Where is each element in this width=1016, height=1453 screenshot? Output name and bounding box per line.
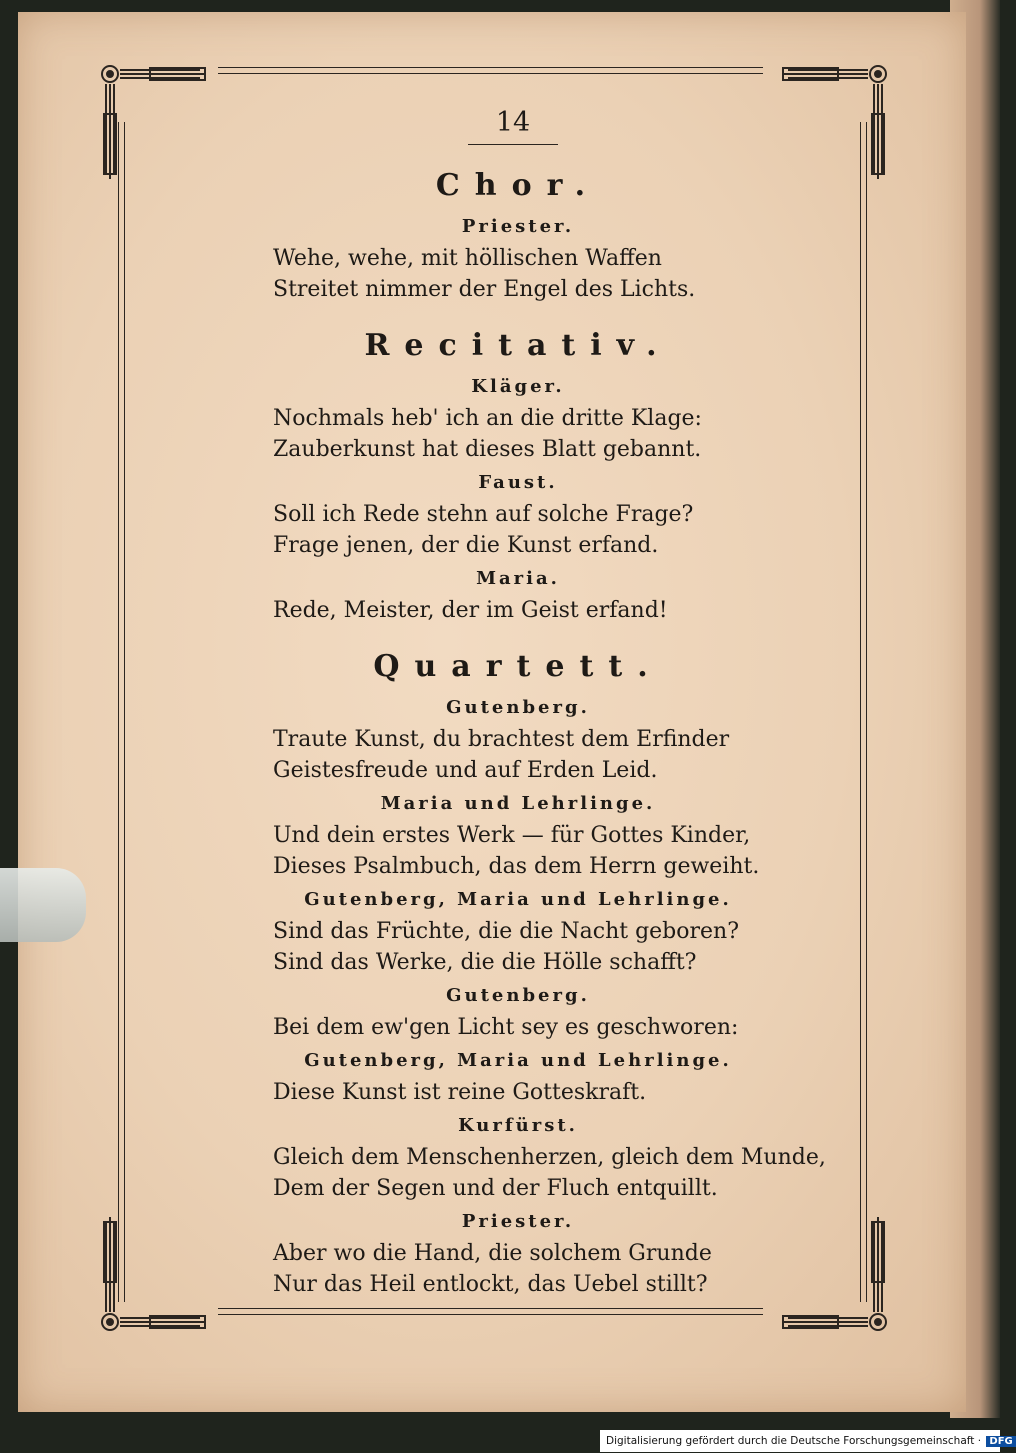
verse-line: Rede, Meister, der im Geist erfand! xyxy=(273,598,668,623)
book-page xyxy=(18,12,966,1412)
speaker-name: Maria und Lehrlinge. xyxy=(380,793,656,814)
verse-line: Sind das Werke, die die Hölle schafft? xyxy=(273,950,697,975)
section-heading: Quartett. xyxy=(373,649,663,684)
speaker-name: Kurfürst. xyxy=(458,1115,578,1136)
frame-right-rule xyxy=(860,122,867,1302)
verse-line: Nochmals heb' ich an die dritte Klage: xyxy=(273,406,702,431)
verse-line: Nur das Heil entlockt, das Uebel stillt? xyxy=(273,1272,708,1297)
corner-ornament-top-left xyxy=(90,54,230,194)
speaker-name: Gutenberg. xyxy=(446,697,590,718)
dfg-logo: DFG xyxy=(986,1436,1015,1447)
speaker-name: Kläger. xyxy=(471,376,565,397)
verse-line: Frage jenen, der die Kunst erfand. xyxy=(273,533,659,558)
verse-line: Dieses Psalmbuch, das dem Herrn geweiht. xyxy=(273,854,760,879)
frame-top-rule xyxy=(218,67,763,74)
verse-line: Soll ich Rede stehn auf solche Frage? xyxy=(273,502,694,527)
verse-line: Diese Kunst ist reine Gotteskraft. xyxy=(273,1080,647,1105)
verse-line: Geistesfreude und auf Erden Leid. xyxy=(273,758,658,783)
frame-left-rule xyxy=(118,122,125,1302)
speaker-name: Gutenberg, Maria und Lehrlinge. xyxy=(304,1050,732,1071)
verse-line: Sind das Früchte, die die Nacht geboren? xyxy=(273,919,740,944)
corner-ornament-bottom-left xyxy=(90,1202,230,1342)
speaker-name: Faust. xyxy=(478,472,558,493)
verse-line: Und dein erstes Werk — für Gottes Kinder, xyxy=(273,823,751,848)
page-text xyxy=(273,107,826,1300)
section-heading: Chor. xyxy=(435,168,601,203)
speaker-name: Priester. xyxy=(461,216,575,237)
digitization-credit xyxy=(600,1430,1013,1452)
text-lines xyxy=(273,167,826,1300)
verse-line: Aber wo die Hand, die solchem Grunde xyxy=(273,1241,712,1266)
verse-line: Traute Kunst, du brachtest dem Erfinder xyxy=(273,727,730,752)
credit-text: Digitalisierung gefördert durch die Deutsche Forschungsgemeinschaft · xyxy=(606,1435,982,1447)
verse-line: Wehe, wehe, mit höllischen Waffen xyxy=(273,246,662,271)
speaker-name: Maria. xyxy=(476,568,560,589)
section-heading: Recitativ. xyxy=(364,328,672,363)
verse-line: Gleich dem Menschenherzen, gleich dem Munde, xyxy=(273,1145,826,1170)
corner-ornament-top-right xyxy=(758,54,898,194)
page-clip xyxy=(0,868,86,942)
frame-bottom-rule xyxy=(218,1308,763,1315)
verse-line: Bei dem ew'gen Licht sey es geschworen: xyxy=(273,1015,739,1040)
corner-ornament-bottom-right xyxy=(758,1202,898,1342)
speaker-name: Gutenberg, Maria und Lehrlinge. xyxy=(304,889,732,910)
verse-line: Zauberkunst hat dieses Blatt gebannt. xyxy=(273,437,702,462)
verse-line: Streitet nimmer der Engel des Lichts. xyxy=(273,277,696,302)
page-number: 14 xyxy=(468,107,558,145)
verse-line: Dem der Segen und der Fluch entquillt. xyxy=(273,1176,718,1201)
speaker-name: Priester. xyxy=(461,1211,575,1232)
speaker-name: Gutenberg. xyxy=(446,985,590,1006)
